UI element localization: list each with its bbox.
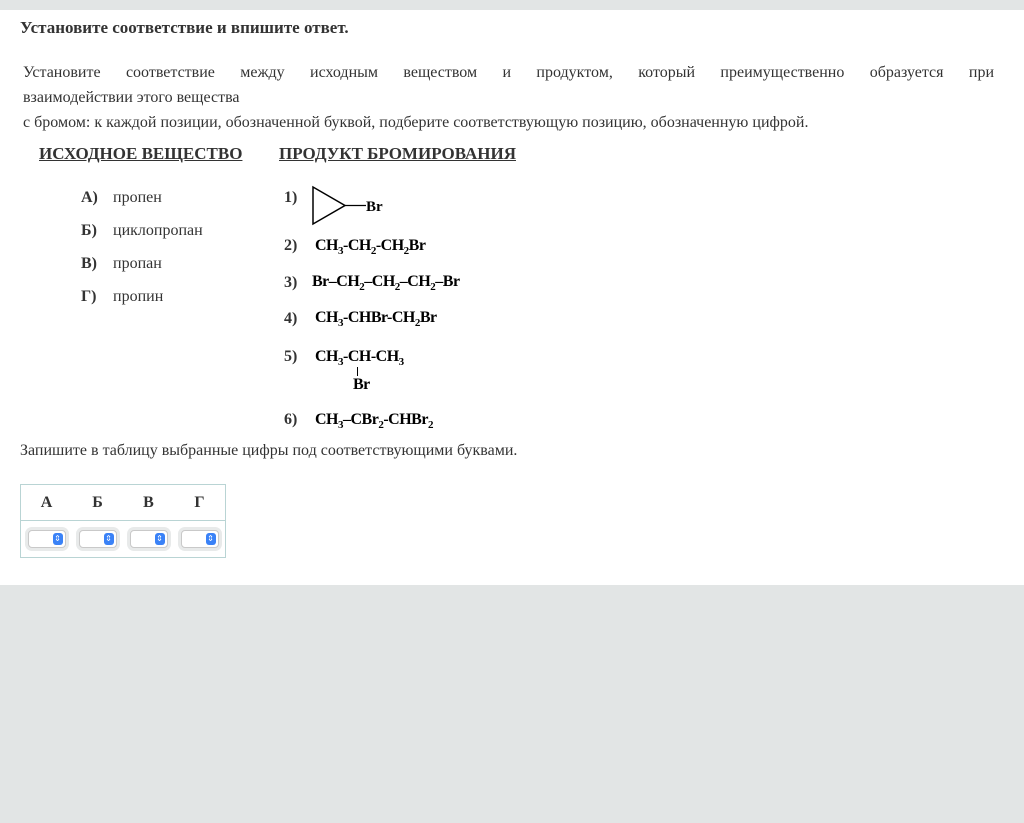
substance-name-a: пропен xyxy=(113,189,162,206)
product-number-5: 5) xyxy=(284,348,298,365)
substance-letter-b: Б) xyxy=(81,222,97,239)
product-number-4: 4) xyxy=(284,310,298,327)
table-instruction: Запишите в таблицу выбранные цифры под соответствующими буквами. xyxy=(20,442,518,459)
description-line-2: взаимодействии этого вещества xyxy=(23,89,240,106)
product-number-6: 6) xyxy=(284,411,298,428)
product-formula-4: $CH_3-CHBr-CH_2Br$ xyxy=(315,309,437,329)
answer-select-g[interactable] xyxy=(181,530,219,548)
product-formula-6: $CH_3-CBr_2-CHBr_2$ xyxy=(315,411,433,431)
task-heading: Установите соответствие и впишите ответ. xyxy=(20,18,349,37)
substance-name-b: циклопропан xyxy=(113,222,203,239)
product-number-2: 2) xyxy=(284,237,298,254)
description-line-3: с бромом: к каждой позиции, обозначенной буквой, подберите соответствующую позицию, обозначенную цифрой. xyxy=(23,114,809,131)
product-formula-5: $CH_3-CH-CH_3$ xyxy=(315,348,404,368)
substance-letter-v: В) xyxy=(81,255,97,272)
select-arrows-icon: ⇕ xyxy=(105,534,112,544)
bromocyclopropane-structure xyxy=(312,185,392,227)
column-header-product: ПРОДУКТ БРОМИРОВАНИЯ xyxy=(279,144,516,163)
product-number-1: 1) xyxy=(284,189,298,206)
product-1-br-label: Br xyxy=(366,199,383,215)
substance-name-v: пропан xyxy=(113,255,162,272)
substance-letter-a: А) xyxy=(81,189,98,206)
answer-input-row xyxy=(21,521,226,558)
top-bar xyxy=(0,0,1024,10)
answer-select-v[interactable] xyxy=(130,530,168,548)
branch-bond-line xyxy=(357,367,358,376)
answer-select-a[interactable] xyxy=(28,530,66,548)
answer-table xyxy=(20,484,226,558)
product-number-3: 3) xyxy=(284,274,298,291)
select-arrows-icon: ⇕ xyxy=(54,534,61,544)
product-formula-3: $Br-CH_2-CH_2-CH_2-Br$ xyxy=(312,273,460,293)
answer-select-b[interactable] xyxy=(79,530,117,548)
product-5-branch: Br xyxy=(353,376,370,393)
product-formula-2: $CH_3-CH_2-CH_2Br$ xyxy=(315,237,426,257)
select-arrows-icon: ⇕ xyxy=(156,534,163,544)
description-line-1: Установите соответствие между исходным веществом и продуктом, который преимущественно образуется при xyxy=(23,64,994,81)
answer-header-row xyxy=(21,485,226,521)
answer-header-b: Б xyxy=(72,485,123,521)
answer-header-g: Г xyxy=(174,485,226,521)
answer-header-a: А xyxy=(21,485,73,521)
select-arrows-icon: ⇕ xyxy=(207,534,214,544)
task-description xyxy=(23,60,994,135)
column-header-substance: ИСХОДНОЕ ВЕЩЕСТВО xyxy=(39,144,243,163)
answer-header-v: В xyxy=(123,485,174,521)
substance-name-g: пропин xyxy=(113,288,164,305)
substance-letter-g: Г) xyxy=(81,288,97,305)
